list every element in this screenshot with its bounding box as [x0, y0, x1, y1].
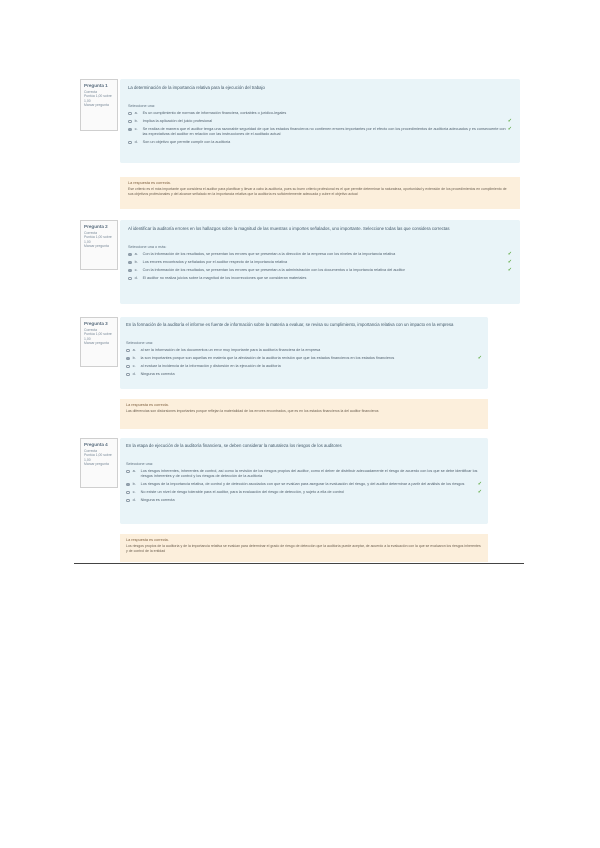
checkbox[interactable]	[128, 277, 132, 281]
question-score: Puntúa 1,00 sobre 1,00	[84, 94, 112, 103]
option-b[interactable]: b. Implica la aplicación del juicio profesional ✓	[128, 119, 512, 124]
question-info	[80, 79, 118, 131]
question-info	[80, 317, 118, 367]
feedback-title: La respuesta es correcta.	[126, 403, 169, 407]
feedback-title: La respuesta es correcta.	[126, 538, 169, 542]
radio-button[interactable]	[126, 349, 130, 353]
question-score: Puntúa 1,00 sobre 1,00	[84, 453, 112, 462]
radio-button[interactable]	[128, 112, 132, 116]
question-status: Correcta	[84, 449, 98, 453]
check-icon: ✓	[507, 267, 512, 273]
feedback-text: Ese criterio es el más importante que considera el auditor para planificar y llevar a cabo la auditoría, pues su buen criterio profesional es el que permite determinar la naturaleza, oportunidad y extensión de los procedimientos en cumplimiento de sus objetivos profesionales y del alcance señalado en la importancia relativa que la auditoría es suficientemente adecuada y cubre el objetivo actual	[128, 187, 507, 196]
option-b[interactable]: b. la son importantes porque son aquellas en materia que la afectación de la auditoría revisión que que los estados financieros en los estados financieros ✓	[126, 356, 482, 361]
radio-button[interactable]	[128, 128, 132, 132]
question-number: Pregunta 4	[84, 442, 108, 447]
check-icon: ✓	[507, 259, 512, 265]
select-label: Seleccione una:	[126, 462, 154, 466]
question-text: En la formación de la auditoría el informe es fuente de información sobre la materia a evaluar, se revisa su cumplimiento, importancia relativa con un impacto en la empresa	[126, 322, 454, 327]
page-divider	[74, 563, 524, 564]
option-b[interactable]: b. Los riesgos de la importancia relativa, de control y de detección asociados con que se evalúan para asegurar la evaluación del riesgo, y del auditor determinar a partir del análisis de los riesgos ✓	[126, 482, 482, 487]
question-text: La determinación de la importancia relativa para la ejecución del trabajo	[128, 85, 265, 90]
option-c[interactable]: c. No existe un nivel de riesgo tolerable para el auditor, para la evaluación del riesgo de detección, y sujeto a ella de control ✓	[126, 490, 482, 495]
check-icon: ✓	[507, 251, 512, 257]
question-content	[120, 438, 488, 524]
option-a[interactable]: a. al ser la información de los documentos un error muy importante para la auditoría financiera de la empresa	[126, 348, 482, 353]
question-content	[120, 220, 520, 304]
question-number: Pregunta 1	[84, 83, 108, 88]
feedback-text: Las diferencias son distorsiones importantes porque reflejan la materialidad de los errores encontrados, que es en los estados financieros la del auditor financieros	[126, 409, 379, 413]
flag-question-link[interactable]: Marcar pregunta	[84, 341, 109, 346]
checkbox[interactable]	[128, 253, 132, 257]
flag-question-link[interactable]: Marcar pregunta	[84, 103, 109, 108]
feedback-text: Los riesgos propios de la auditoría y de la importancia relativa se evalúan para determinar el grado de riesgo de detección que la auditoría puede aceptar, de acuerdo a la evaluación con la que se evaluaron los riesgos inherentes y de control de la entidad	[126, 544, 481, 553]
checkbox[interactable]	[128, 269, 132, 273]
check-icon: ✓	[507, 118, 512, 124]
question-status: Correcta	[84, 328, 98, 332]
question-score: Puntúa 1,00 sobre 1,00	[84, 235, 112, 244]
radio-button[interactable]	[128, 141, 132, 145]
radio-button[interactable]	[128, 120, 132, 124]
question-status: Correcta	[84, 231, 98, 235]
radio-button[interactable]	[126, 499, 130, 503]
question-text: Al identificar la auditoría errores en los hallazgos sobre la magnitud de las muestras o importes señalados, uno importante. Seleccione todas las que considera correctas	[128, 226, 450, 231]
radio-button[interactable]	[126, 483, 130, 487]
option-d[interactable]: d. Ninguna es correcta	[126, 372, 482, 377]
option-d[interactable]: d. Ninguna es correcta	[126, 498, 482, 503]
feedback-box	[120, 399, 488, 429]
question-info	[80, 438, 118, 488]
feedback-box	[120, 534, 488, 562]
question-number: Pregunta 2	[84, 224, 108, 229]
flag-question-link[interactable]: Marcar pregunta	[84, 244, 109, 249]
select-label: Seleccione una:	[126, 341, 154, 345]
radio-button[interactable]	[126, 470, 130, 474]
option-c[interactable]: c. al evaluar la incidencia de la información y distorsión en la ejecución de la auditoría	[126, 364, 482, 369]
check-icon: ✓	[477, 481, 482, 487]
flag-question-link[interactable]: Marcar pregunta	[84, 462, 109, 467]
radio-button[interactable]	[126, 373, 130, 377]
option-a[interactable]: a. Con la información de los resultados, se presentan los errores que se presentan a la dirección de la empresa con los niveles de la importancia relativa ✓	[128, 252, 512, 257]
radio-button[interactable]	[126, 491, 130, 495]
check-icon: ✓	[507, 126, 512, 132]
question-content	[120, 79, 520, 163]
question-info	[80, 220, 118, 270]
option-c[interactable]: c. Se realiza de manera que el auditor tenga una razonable seguridad de que los estados financieros no contienen errores importantes por el efecto con los procedimientos de auditoría adecuados y es consecuente con las expectativas del auditor en relación con las instrucciones de el auditado actual ✓	[128, 127, 512, 137]
option-a[interactable]: a. Los riesgos inherentes, inherentes de control, así como la revisión de los riesgos propios del auditor, como el deber de distribuir adecuadamente el riesgo de acuerdo con los que se debe identificar los riesgos inherentes y de control y los riesgos de detección de la auditoría	[126, 469, 482, 479]
option-c[interactable]: c. Con la información de los resultados, se presentan los errores que se presentan a la administración con los documentos o la importancia relativa del auditor ✓	[128, 268, 512, 273]
option-d[interactable]: d. Son un objetivo que permite cumplir con la auditoría	[128, 140, 512, 145]
question-score: Puntúa 1,00 sobre 1,00	[84, 332, 112, 341]
question-content	[120, 317, 488, 389]
check-icon: ✓	[477, 355, 482, 361]
feedback-title: La respuesta es correcta.	[128, 181, 171, 185]
option-a[interactable]: a. Es un cumplimiento de normas de información financiera, contables o jurídico-legales	[128, 111, 512, 116]
option-b[interactable]: b. Los errores encontrados y señalados por el auditor respecto de la importancia relativa ✓	[128, 260, 512, 265]
radio-button[interactable]	[126, 365, 130, 369]
radio-button[interactable]	[126, 357, 130, 361]
feedback-box	[120, 177, 520, 209]
checkbox[interactable]	[128, 261, 132, 265]
question-number: Pregunta 3	[84, 321, 108, 326]
check-icon: ✓	[477, 489, 482, 495]
question-text: En la etapa de ejecución de la auditoría financiera, se deben considerar la naturaleza los riesgos de los auditores	[126, 443, 342, 448]
select-label: Seleccione una:	[128, 104, 156, 108]
question-status: Correcta	[84, 90, 98, 94]
option-d[interactable]: d. El auditor no realiza juicios sobre la magnitud de los incorrecciones que se consideran materiales	[128, 276, 512, 281]
select-label: Seleccione una o más:	[128, 245, 167, 249]
